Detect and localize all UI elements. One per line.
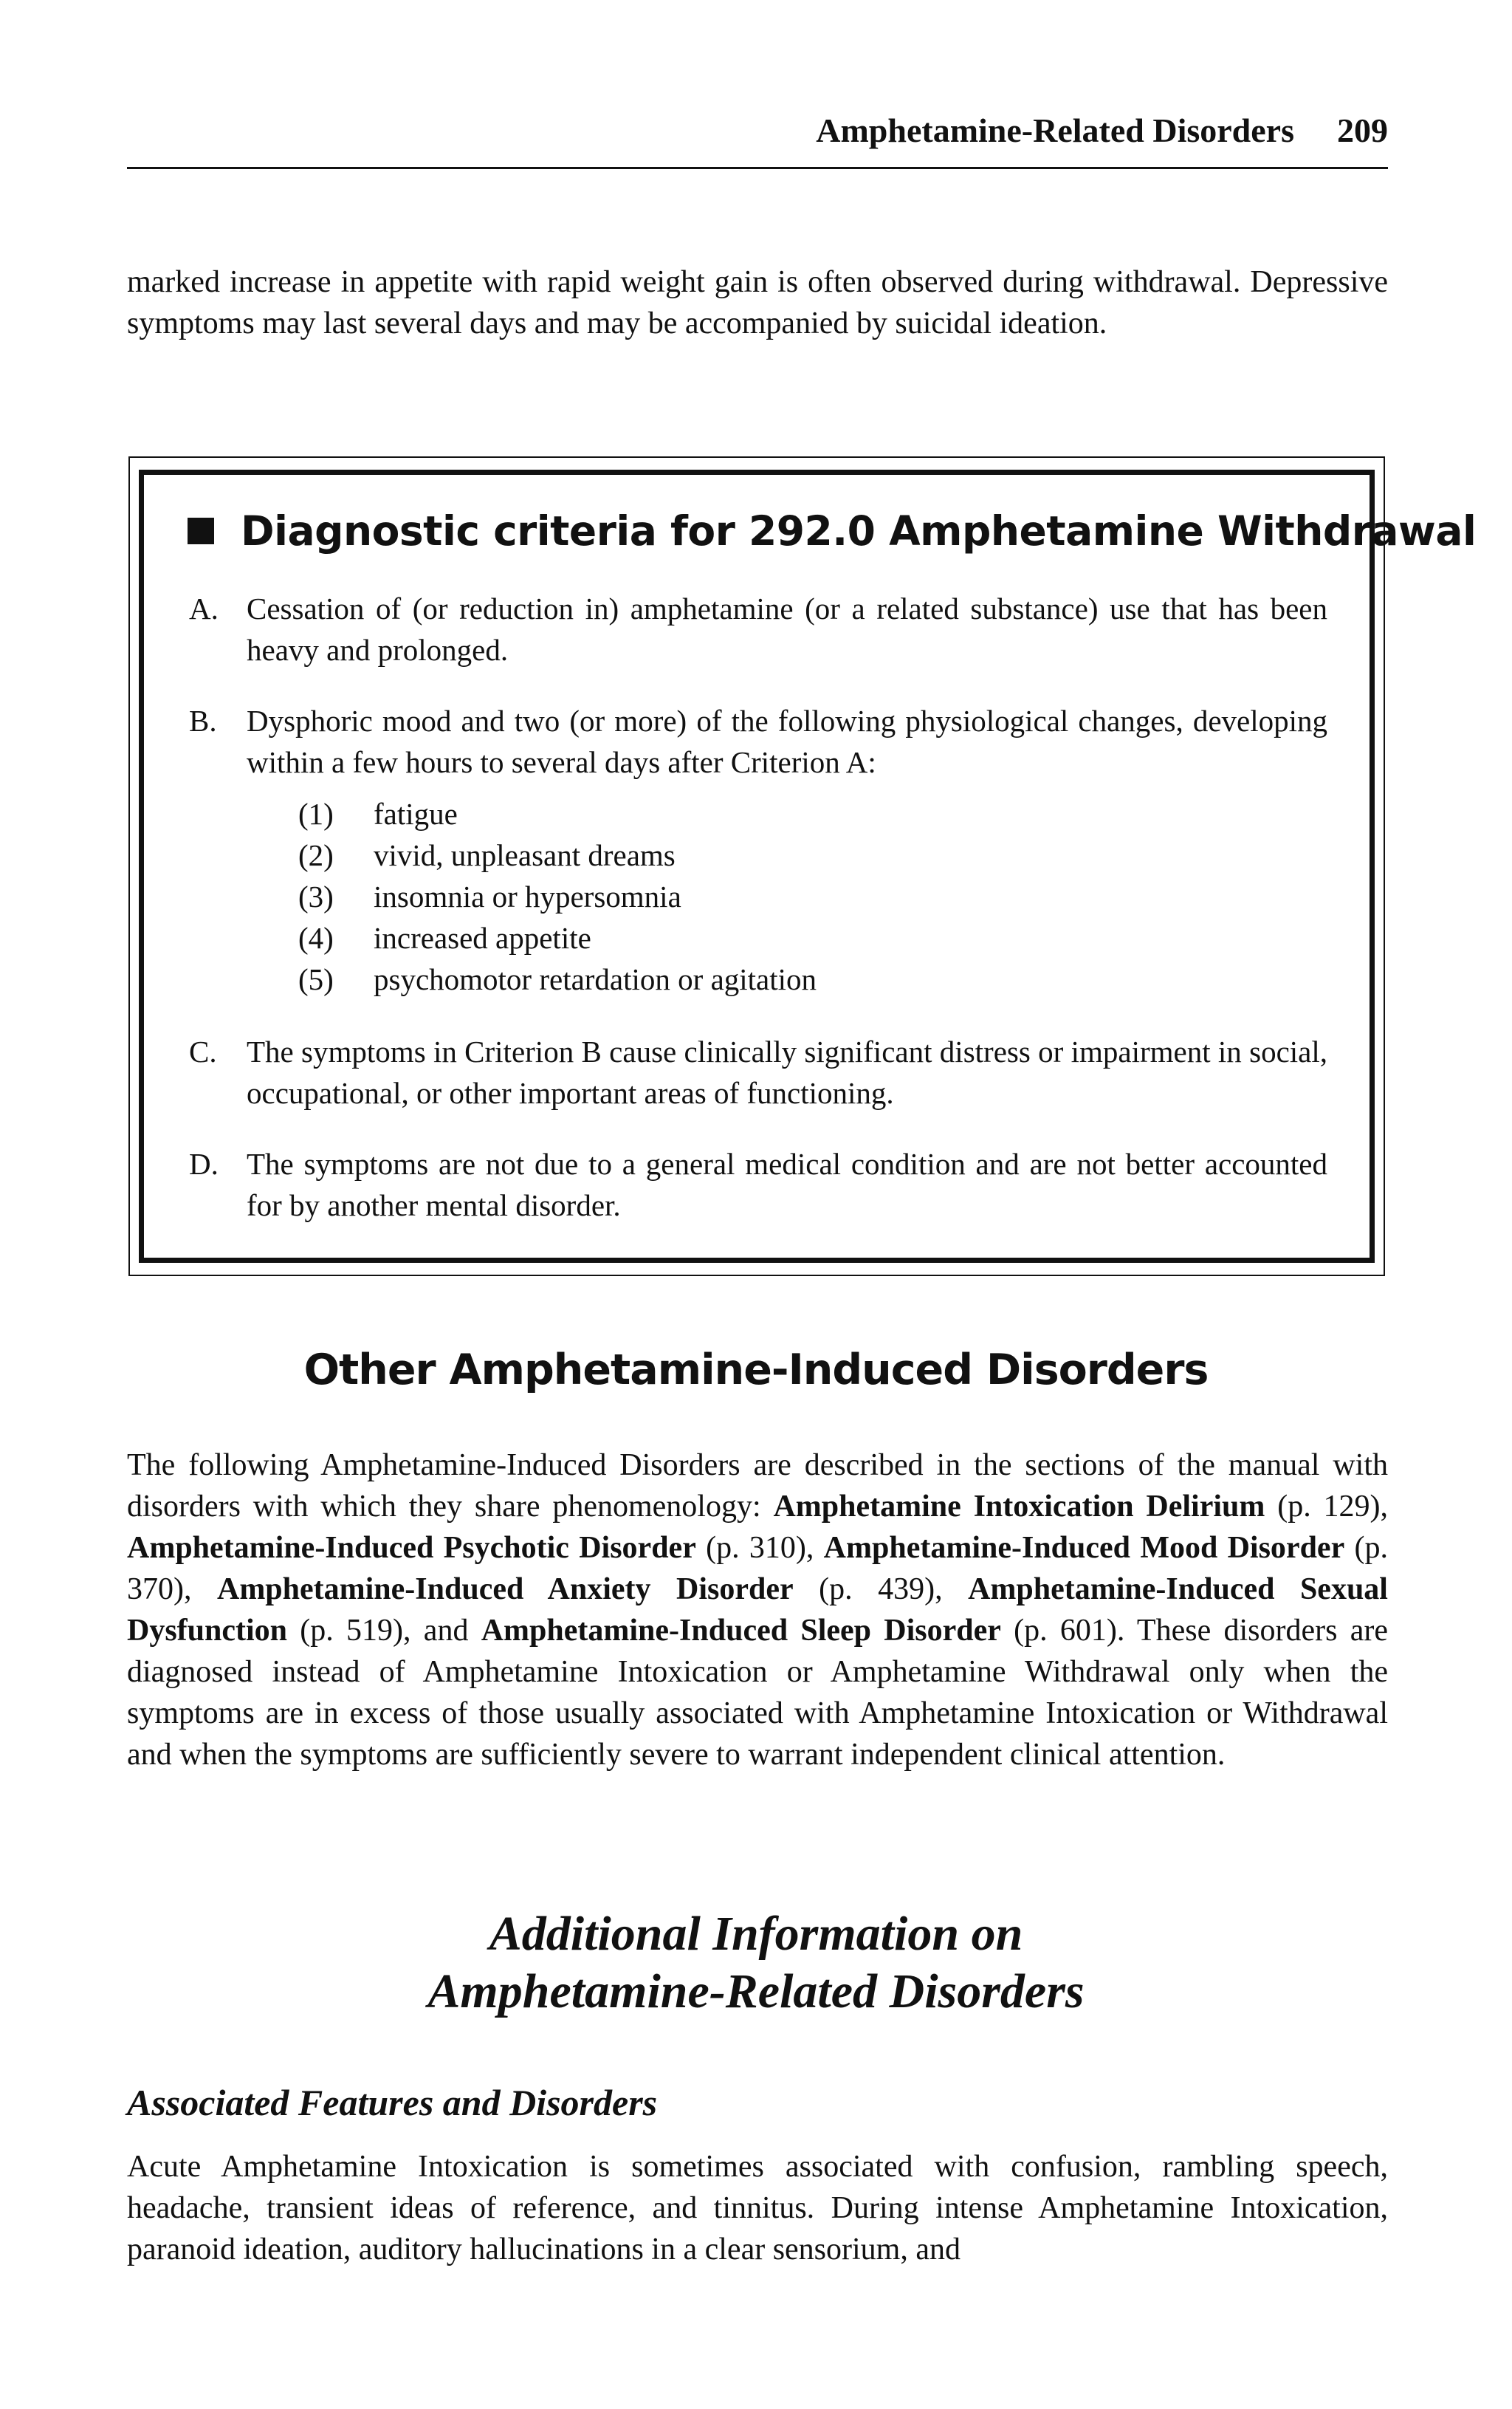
criteria-title-text: Diagnostic criteria for 292.0 Amphetamine Withdrawal <box>241 507 1477 555</box>
item-text: insomnia or hypersomnia <box>374 880 681 914</box>
item-text: fatigue <box>374 797 458 831</box>
item-text: vivid, unpleasant dreams <box>374 838 676 872</box>
criterion-b-item <box>298 876 681 917</box>
item-text: psychomotor retardation or agitation <box>374 962 817 996</box>
bold-term: Amphetamine-Induced Psychotic Disorder <box>127 1531 696 1565</box>
criterion-text: Dysphoric mood and two (or more) of the following physiological changes, developing within a few hours to several days after Criterion A: <box>247 704 1327 779</box>
page-number: 209 <box>1337 112 1388 149</box>
criterion-text: The symptoms are not due to a general medical condition and are not better accounted for by another mental disorder. <box>247 1147 1327 1222</box>
header-rule <box>127 167 1388 169</box>
heading-line: Additional Information on <box>489 1907 1023 1961</box>
bold-term: Amphetamine Intoxication Delirium <box>773 1490 1265 1524</box>
heading-line: Amphetamine-Related Disorders <box>427 1964 1085 2018</box>
bold-term: Amphetamine-Induced Sexual Dysfunction <box>127 1572 1388 1648</box>
criterion-b-item <box>298 959 817 1000</box>
section-heading-additional <box>0 1905 1512 2021</box>
running-head <box>127 111 1388 150</box>
subheading-associated-features: Associated Features and Disorders <box>127 2082 658 2123</box>
running-title: Amphetamine-Related Disorders <box>816 112 1294 149</box>
item-number: (4) <box>298 921 334 955</box>
criterion-b-item <box>298 793 458 835</box>
criterion-letter: D. <box>189 1147 219 1181</box>
criterion-letter: A. <box>189 592 219 626</box>
associated-features-paragraph: Acute Amphetamine Intoxication is sometimes associated with confusion, rambling speech, headache, transient ideas of reference, and tinnitus. During intense Amphetamine Intoxication, paranoid ideation, auditory hallucinations in a clear sensorium, and <box>127 2150 1388 2266</box>
item-number: (2) <box>298 838 334 872</box>
criterion-d <box>189 1143 1327 1226</box>
criterion-b <box>189 700 1327 783</box>
bold-term: Amphetamine-Induced Sleep Disorder <box>481 1614 1001 1648</box>
criterion-letter: B. <box>189 704 217 738</box>
item-number: (3) <box>298 880 334 914</box>
criterion-c <box>189 1031 1327 1114</box>
criterion-a <box>189 588 1327 671</box>
criterion-text: The symptoms in Criterion B cause clinically significant distress or impairment in social, occupational, or other important areas of functioning. <box>247 1035 1327 1110</box>
item-text: increased appetite <box>374 921 591 955</box>
criterion-b-item <box>298 835 676 876</box>
bold-term: Amphetamine-Induced Anxiety Disorder <box>216 1572 794 1606</box>
bold-term: Amphetamine-Induced Mood Disorder <box>823 1531 1345 1565</box>
other-disorders-paragraph: The following Amphetamine-Induced Disorders are described in the sections of the manual with disorders with which they share phenomenology: Amphetamine Intoxication Delirium (p. 129), Amphetamine-Induced Psychotic Disorder (p. 310), Amphetamine-Induced Mood Disorder (p. 370), Amphetamine-Induced Anxiety Disorder (p. 439), Amphetamine-Induced Sexual Dysfunction (p. 519), and Amphetamine-Induced Sleep Disorder (p. 601). These disorders are diagnosed instead of Amphetamine Intoxication or Amphetamine Withdrawal only when the symptoms are in excess of those usually associated with Amphetamine Intoxication or Withdrawal and when the symptoms are sufficiently severe to warrant independent clinical attention. <box>127 1448 1389 1772</box>
item-number: (1) <box>298 797 334 831</box>
criteria-box-title <box>188 505 1476 557</box>
criterion-letter: C. <box>189 1035 217 1069</box>
criterion-text: Cessation of (or reduction in) amphetamine (or a related substance) use that has been heavy and prolonged. <box>247 592 1327 667</box>
criterion-b-item <box>298 917 591 959</box>
item-number: (5) <box>298 962 334 996</box>
intro-paragraph: marked increase in appetite with rapid weight gain is often observed during withdrawal. Depressive symptoms may last several days and may be accompanied by suicidal ideation. <box>127 265 1388 340</box>
square-bullet-icon <box>188 518 214 544</box>
section-heading-other: Other Amphetamine-Induced Disorders <box>303 1346 1209 1394</box>
